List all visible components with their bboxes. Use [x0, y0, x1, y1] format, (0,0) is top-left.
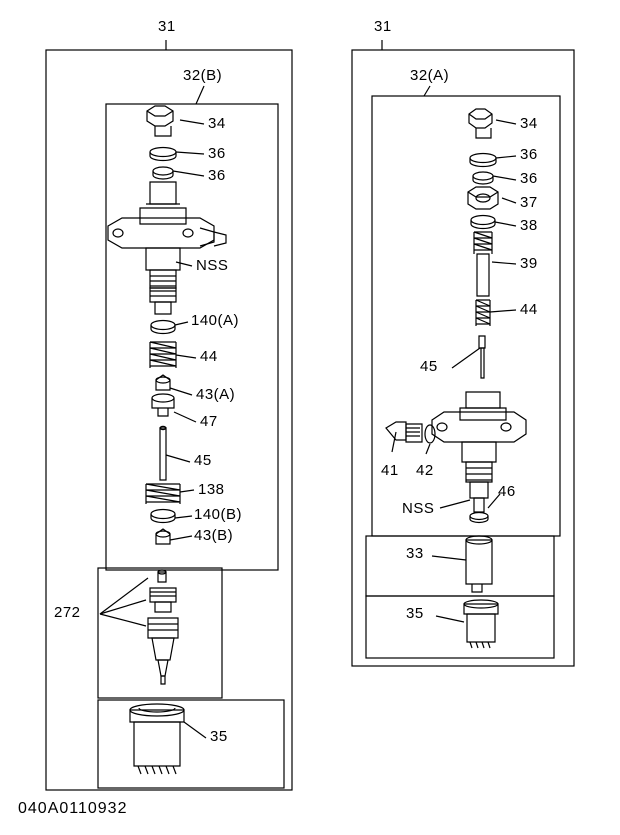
left-part-47: 47 [200, 413, 218, 430]
left-part-43b: 43(B) [194, 527, 234, 544]
right-part-46: 46 [498, 483, 516, 500]
left-part-34: 34 [208, 115, 226, 132]
right-part-33: 33 [406, 545, 424, 562]
right-part-39: 39 [520, 255, 538, 272]
callout-32b: 32(B) [183, 67, 223, 84]
drawing-code: 040A0110932 [18, 800, 128, 817]
callout-32a: 32(A) [410, 67, 450, 84]
right-part-36-a: 36 [520, 146, 538, 163]
right-part-37: 37 [520, 194, 538, 211]
right-part-36-b: 36 [520, 170, 538, 187]
right-part-44: 44 [520, 301, 538, 318]
right-part-35: 35 [406, 605, 424, 622]
left-part-nss: NSS [196, 257, 229, 274]
left-part-36-a: 36 [208, 145, 226, 162]
callout-31-right: 31 [374, 18, 392, 35]
right-part-34: 34 [520, 115, 538, 132]
left-part-44: 44 [200, 348, 218, 365]
left-part-140a: 140(A) [191, 312, 240, 329]
callout-31-left: 31 [158, 18, 176, 35]
right-part-42: 42 [416, 462, 434, 479]
right-part-45: 45 [420, 358, 438, 375]
right-part-41: 41 [381, 462, 399, 479]
right-part-38: 38 [520, 217, 538, 234]
right-part-nss: NSS [402, 500, 435, 517]
left-part-140b: 140(B) [194, 506, 243, 523]
left-part-36-b: 36 [208, 167, 226, 184]
left-part-272: 272 [54, 604, 81, 621]
left-part-45: 45 [194, 452, 212, 469]
left-part-43a: 43(A) [196, 386, 236, 403]
left-part-138: 138 [198, 481, 225, 498]
left-part-35: 35 [210, 728, 228, 745]
